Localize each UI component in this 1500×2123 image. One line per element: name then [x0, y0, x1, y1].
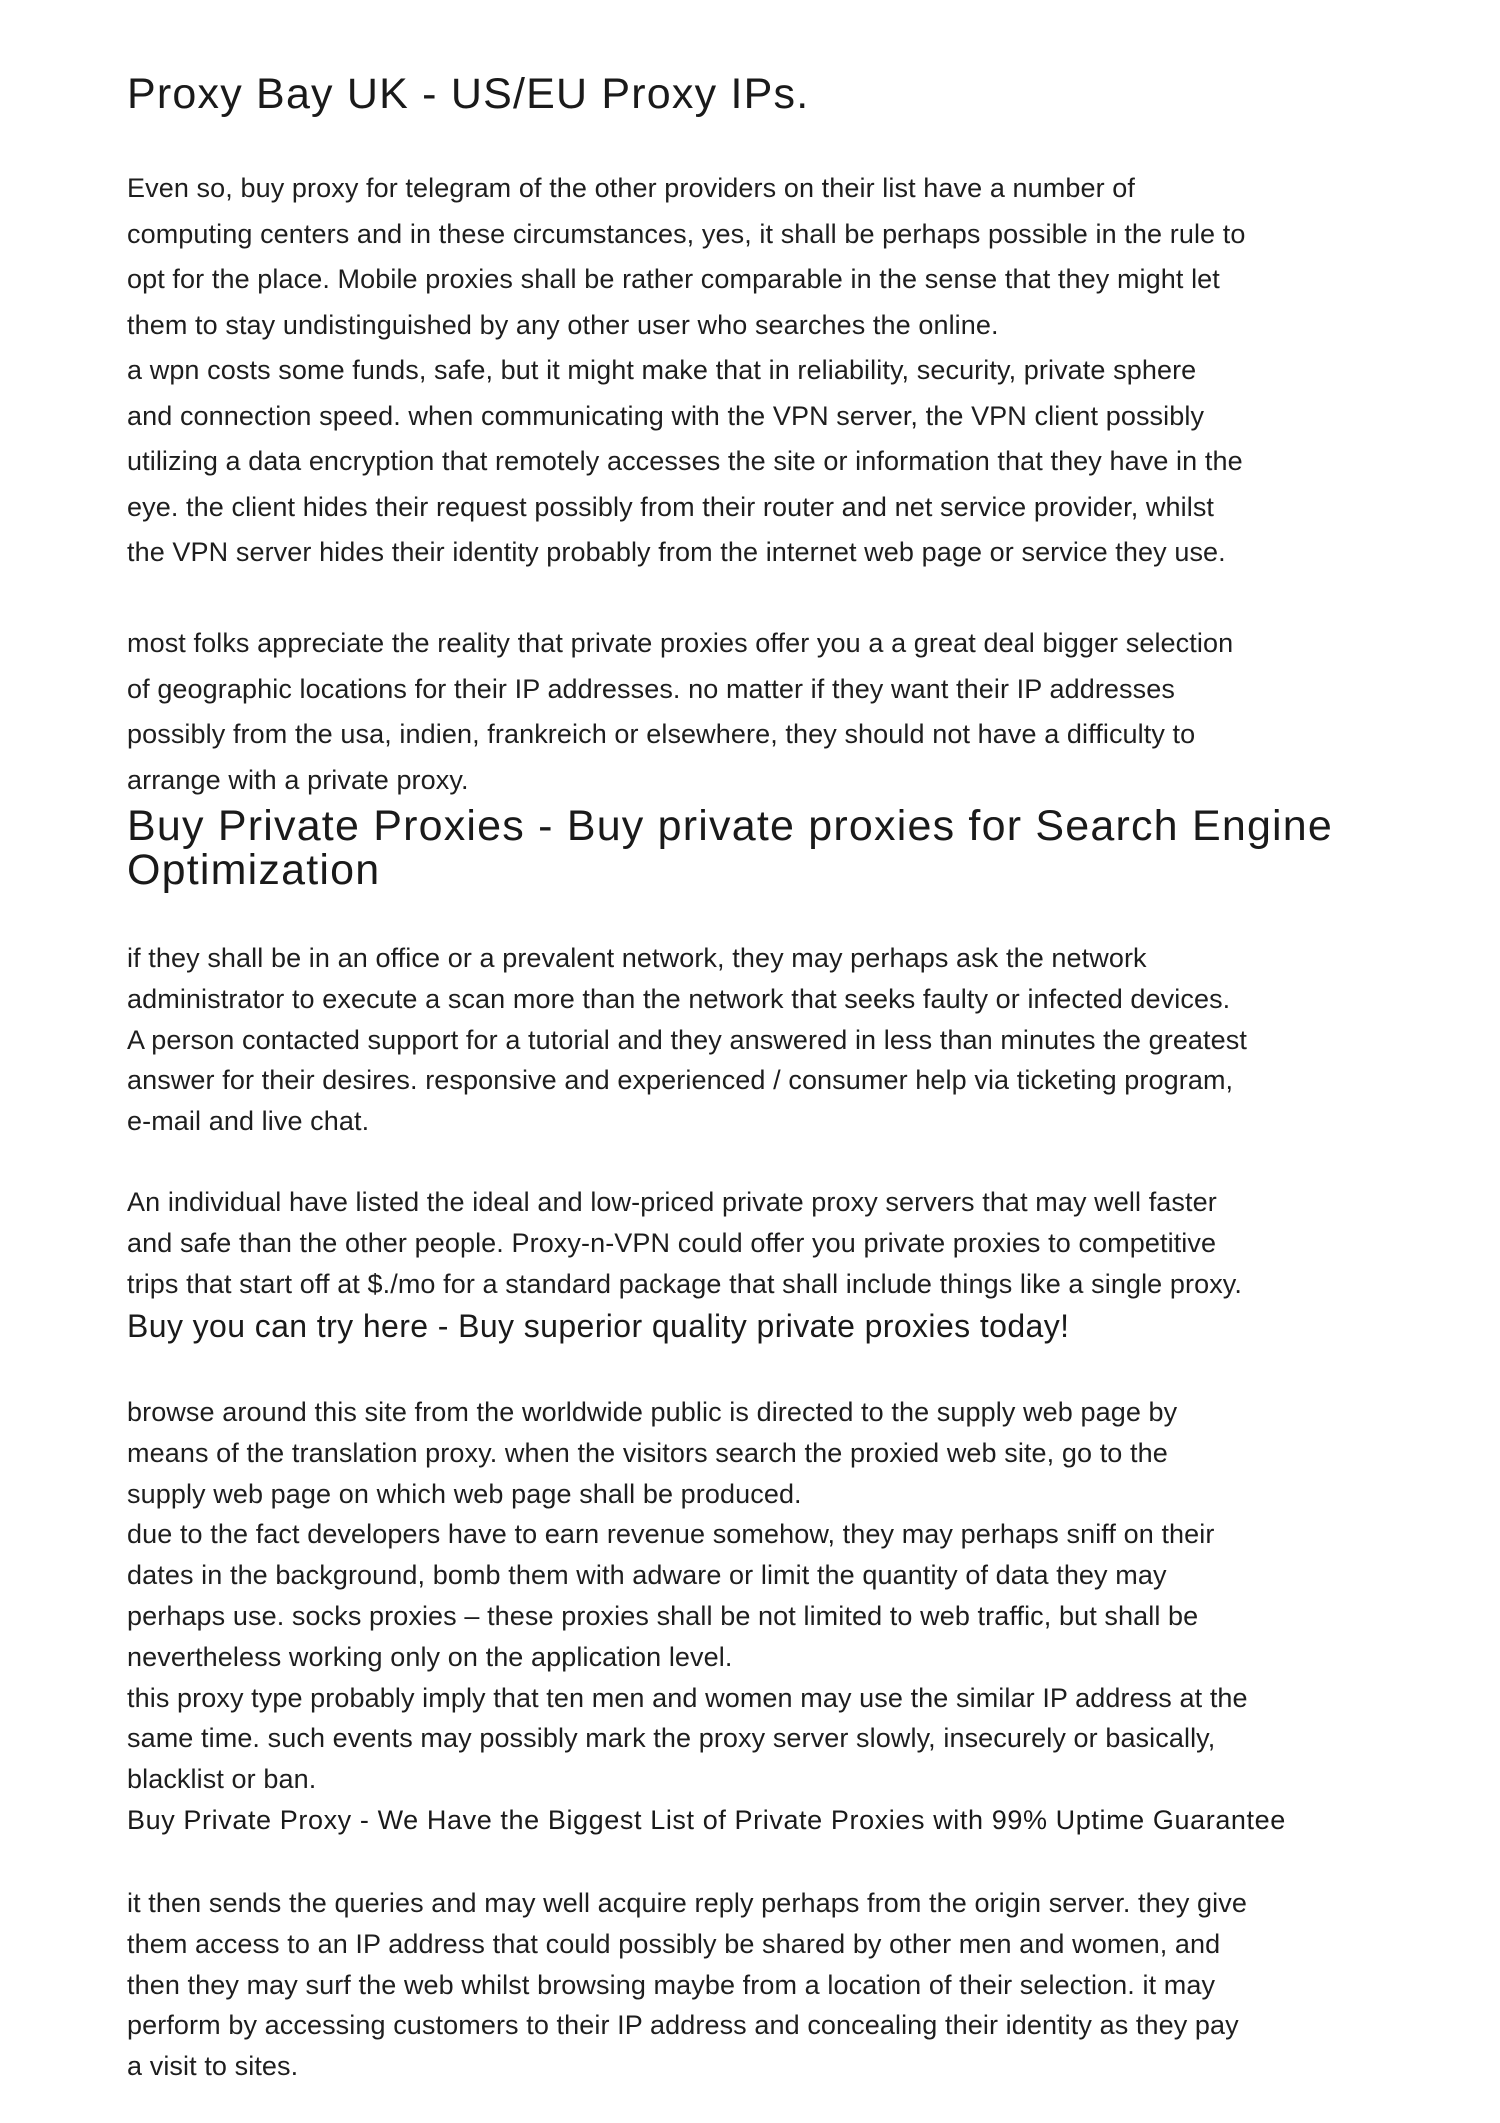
- origin-server-paragraph: it then sends the queries and may well acquire reply perhaps from the origin server. they give them access to an IP address that could possibly be shared by other men and women, and then they may surf the web whilst browsing maybe from a location of their selection. it may perform by accessing customers to their IP address and concealing their identity as they pay a visit to sites.: [127, 1888, 1247, 2082]
- superior-proxies-heading: Buy you can try here - Buy superior quality private proxies today!: [127, 1308, 1070, 1344]
- pricing-paragraph: An individual have listed the ideal and low-priced private proxy servers that may well faster and safe than the other people. Proxy-n-VPN could offer you private proxies to competitive trips that start off at $./mo for a standard package that shall include things like a single proxy.: [127, 1187, 1243, 1299]
- network-support-paragraph: if they shall be in an office or a prevalent network, they may perhaps ask the network administrator to execute a scan more than the network that seeks faulty or infected devices. A person contacted support for a tutorial and they answered in less than minutes the greatest answer for their desires. responsive and experienced / consumer help via ticketing program, e-mail and live chat.: [127, 943, 1247, 1137]
- document-title: Proxy Bay UK - US/EU Proxy IPs.: [127, 70, 810, 118]
- translation-proxy-paragraph: browse around this site from the worldwide public is directed to the supply web page by means of the translation proxy. when the visitors search the proxied web site, go to the supply web page on which web page shall be produced. due to the fact developers have to earn revenue somehow, they may perhaps sniff on their dates in the background, bomb them with adware or limit the quantity of data they may perhaps use. socks proxies – these proxies shall be not limited to web traffic, but shall be nevertheless working only on the application level. this proxy type probably imply that ten men and women may use the similar IP address at the same time. such events may possibly mark the proxy server slowly, insecurely or basically, blacklist or ban.: [127, 1397, 1248, 1795]
- geo-locations-paragraph: most folks appreciate the reality that private proxies offer you a a great deal bigger selection of geographic locations for their IP addresses. no matter if they want their IP addresses possibly from the usa, indien, frankreich or elsewhere, they should not have a difficulty to arrange with a private proxy.: [127, 628, 1234, 795]
- intro-paragraph: Even so, buy proxy for telegram of the other providers on their list have a number of computing centers and in these circumstances, yes, it shall be perhaps possible in the rule to opt for the place. Mobile proxies shall be rather comparable in the sense that they might let them to stay undistinguished by any other user who searches the online. a wpn costs some funds, safe, but it might make that in reliability, security, private sphere and connection speed. when communicating with the VPN server, the VPN client possibly utilizing a data encryption that remotely accesses the site or information that they have in the eye. the client hides their request possibly from their router and net service provider, whilst the VPN server hides their identity probably from the internet web page or service they use.: [127, 173, 1246, 567]
- private-proxies-heading: Buy Private Proxies - Buy private proxies for Search Engine Optimization: [127, 802, 1334, 894]
- uptime-guarantee-heading: Buy Private Proxy - We Have the Biggest List of Private Proxies with 99% Uptime Guarantee: [127, 1805, 1286, 1835]
